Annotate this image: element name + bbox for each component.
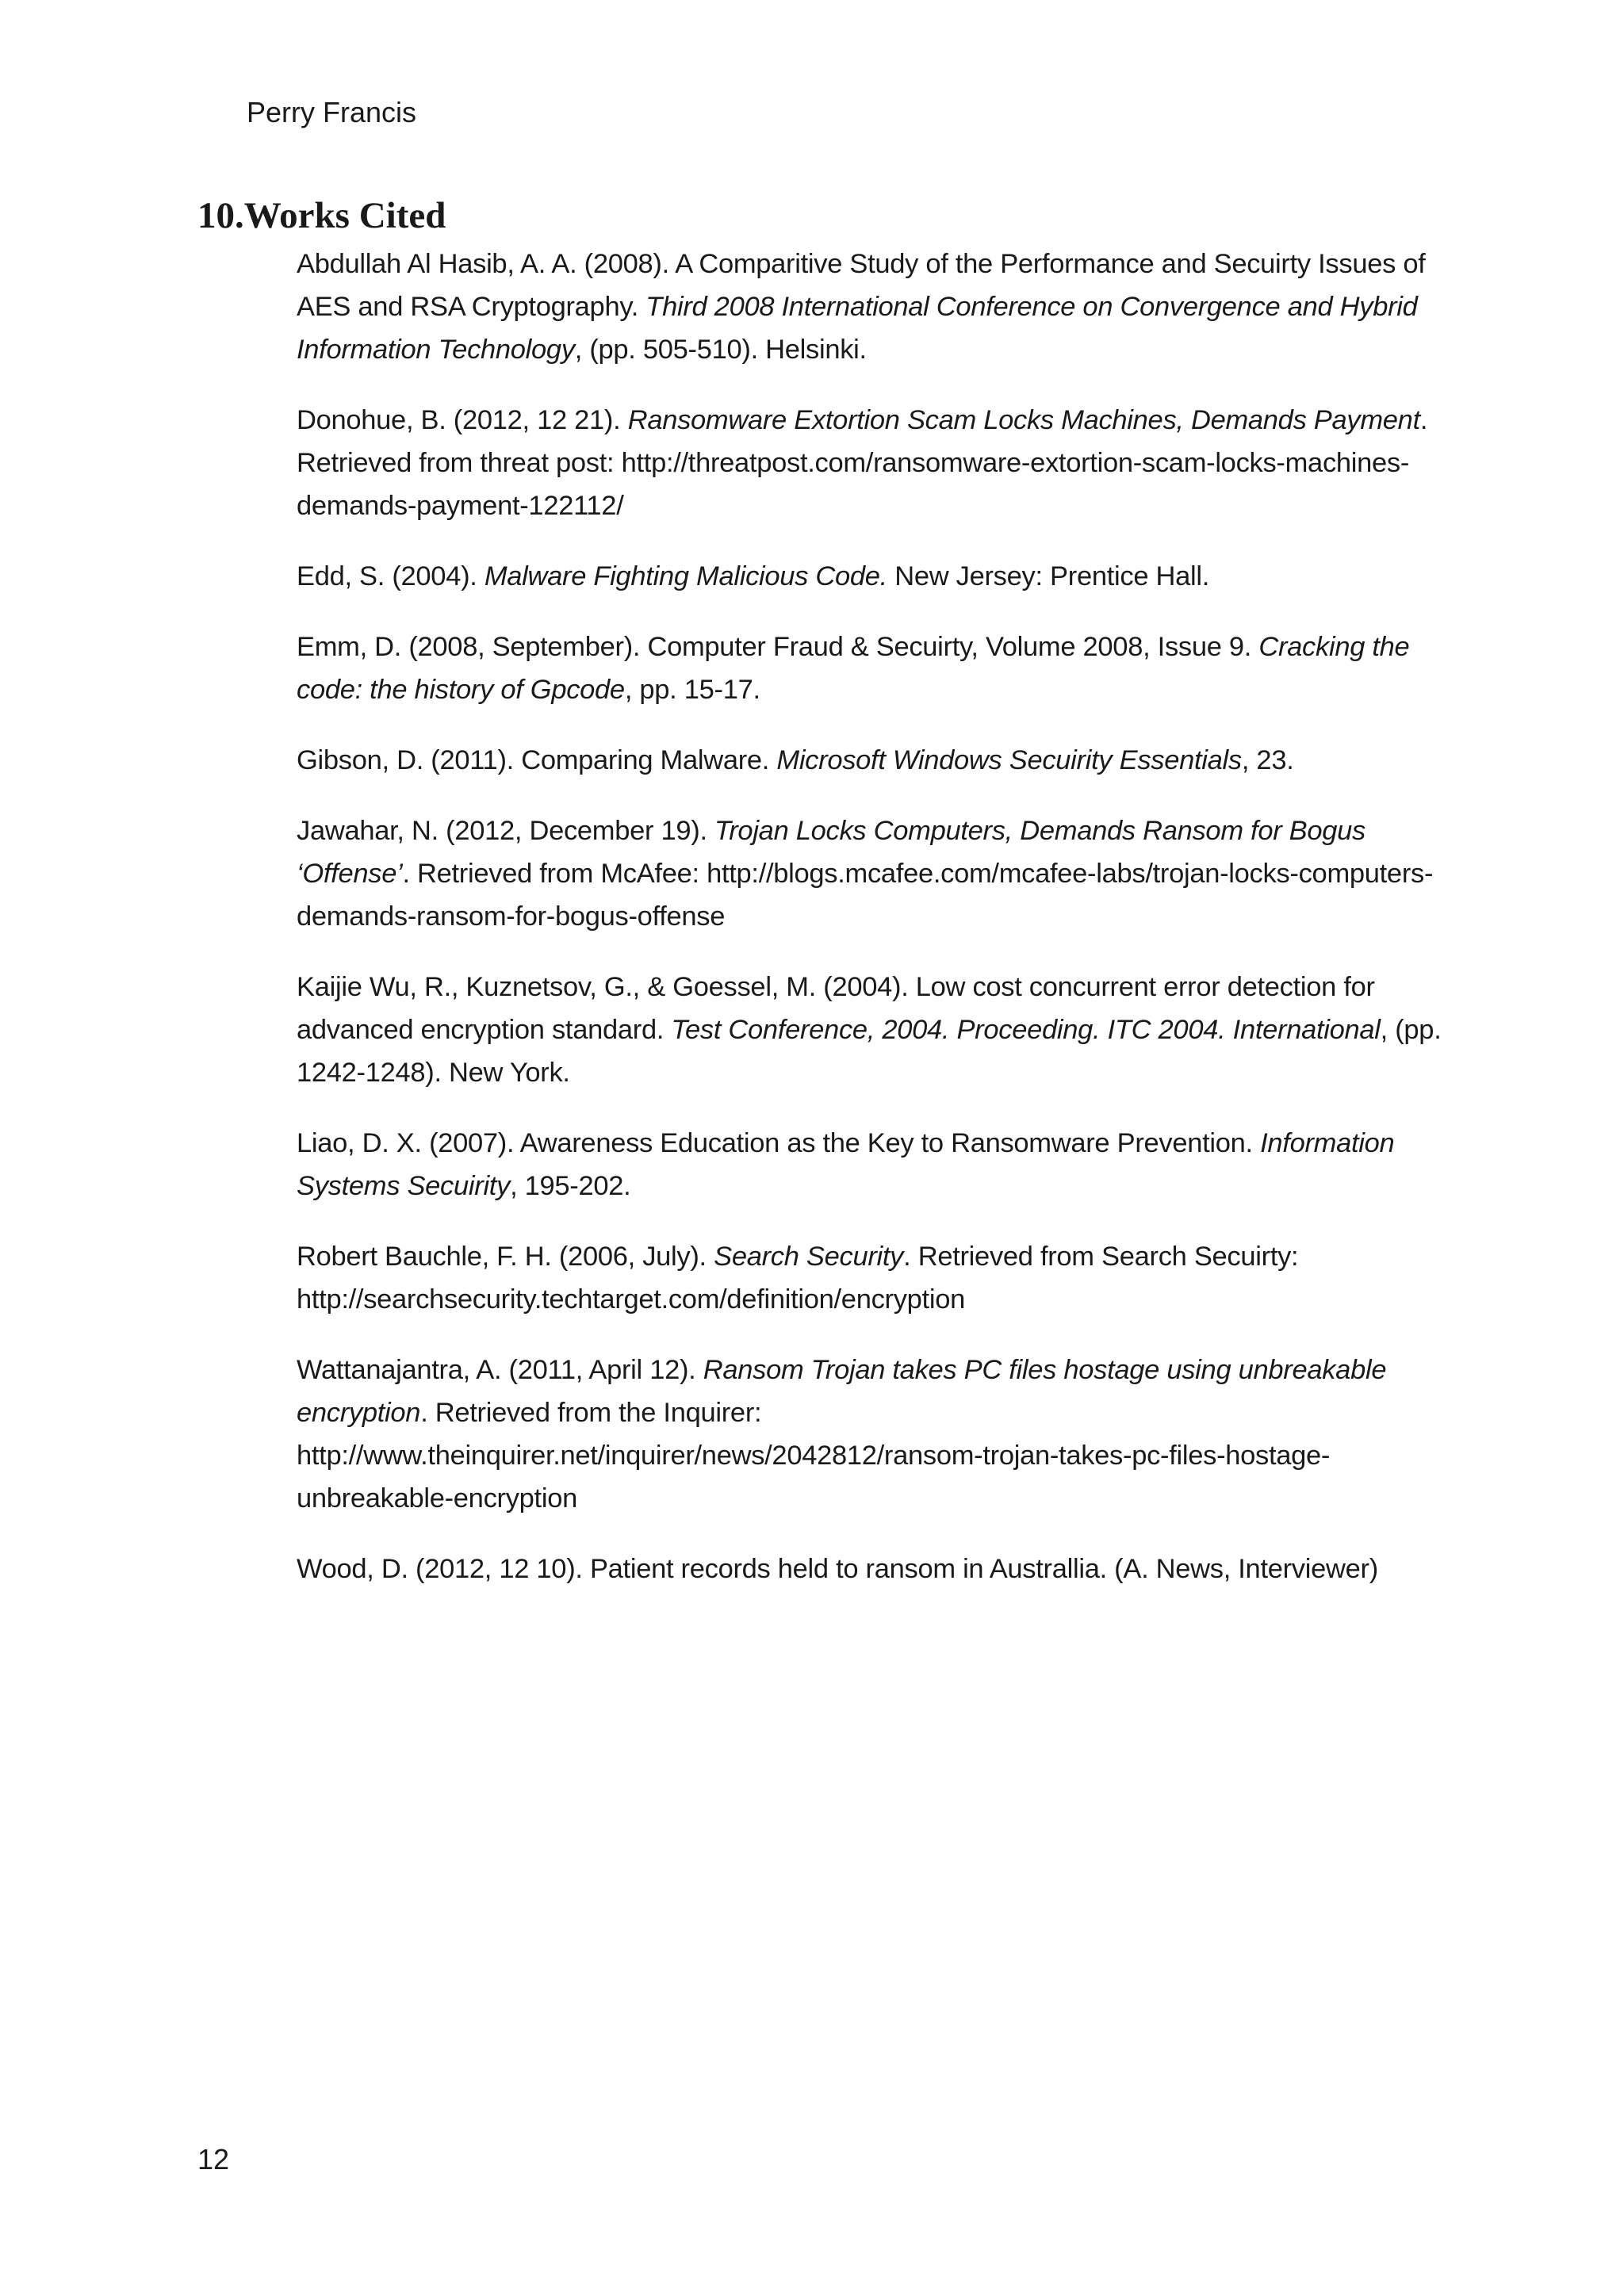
reference-text: , 195-202. — [510, 1171, 631, 1201]
reference-title: Trojan Locks Computers, Demands Ransom for Bogus ‘Offense’ — [297, 816, 1366, 889]
reference-entry — [297, 243, 1451, 371]
reference-text: Liao, D. X. (2007). Awareness Education as the Key to Ransomware Prevention. — [297, 1128, 1261, 1158]
reference-entry — [297, 626, 1451, 711]
reference-entry — [297, 1235, 1451, 1321]
reference-title: Information Systems Secuirity — [297, 1128, 1395, 1201]
reference-text: Wattanajantra, A. (2011, April 12). — [297, 1355, 703, 1385]
reference-text: . Retrieved from the Inquirer: http://www.theinquirer.net/inquirer/news/2042812/ransom-trojan-takes-pc-files-hostage-unbreakable-encryption — [297, 1398, 1331, 1513]
reference-entry — [297, 809, 1451, 938]
reference-text: Jawahar, N. (2012, December 19). — [297, 816, 715, 846]
reference-text: , 23. — [1241, 745, 1294, 775]
reference-entry — [297, 739, 1451, 782]
reference-title: Ransomware Extortion Scam Locks Machines, Demands Payment — [627, 405, 1420, 435]
reference-text: Emm, D. (2008, September). Computer Fraud & Secuirty, Volume 2008, Issue 9. — [297, 632, 1259, 662]
reference-text: . Retrieved from threat post: http://threatpost.com/ransomware-extortion-scam-locks-machines-demands-payment-122112/ — [297, 405, 1428, 521]
reference-text: . Retrieved from McAfee: http://blogs.mcafee.com/mcafee-labs/trojan-locks-computers-demands-ransom-for-bogus-offense — [297, 859, 1434, 932]
reference-entry — [297, 966, 1451, 1094]
running-header-author: Perry Francis — [247, 96, 417, 128]
reference-title: Third 2008 International Conference on Convergence and Hybrid Information Technology — [297, 292, 1418, 365]
reference-entry — [297, 1548, 1451, 1590]
reference-entry — [297, 399, 1451, 527]
reference-text: Edd, S. (2004). — [297, 561, 485, 591]
reference-text: Donohue, B. (2012, 12 21). — [297, 405, 628, 435]
reference-text: Gibson, D. (2011). Comparing Malware. — [297, 745, 777, 775]
reference-title: Search Security — [714, 1242, 904, 1272]
reference-entry — [297, 1122, 1451, 1207]
reference-text: , (pp. 505-510). Helsinki. — [574, 335, 867, 365]
reference-text: , pp. 15-17. — [624, 675, 760, 705]
reference-text: . Retrieved from Search Secuirty: http://searchsecurity.techtarget.com/definition/encryption — [297, 1242, 1299, 1314]
reference-text: Robert Bauchle, F. H. (2006, July). — [297, 1242, 714, 1272]
reference-title: Microsoft Windows Secuirity Essentials — [776, 745, 1242, 775]
reference-text: Wood, D. (2012, 12 10). Patient records held to ransom in Australlia. (A. News, Interviewer) — [297, 1554, 1378, 1584]
page-number: 12 — [197, 2143, 230, 2175]
reference-title: Ransom Trojan takes PC files hostage using unbreakable encryption — [297, 1355, 1387, 1428]
reference-text: Kaijie Wu, R., Kuznetsov, G., & Goessel, M. (2004). Low cost concurrent error detection for advanced encryption standard. — [297, 972, 1375, 1045]
reference-text: New Jersey: Prentice Hall. — [887, 561, 1210, 591]
reference-title: Cracking the code: the history of Gpcode — [297, 632, 1410, 705]
reference-entry — [297, 555, 1451, 598]
reference-title: Malware Fighting Malicious Code. — [484, 561, 887, 591]
reference-text: Abdullah Al Hasib, A. A. (2008). A Comparitive Study of the Performance and Secuirty Issues of AES and RSA Cryptography. — [297, 249, 1426, 322]
reference-entry — [297, 1349, 1451, 1520]
reference-list — [297, 243, 1451, 1618]
reference-text: , (pp. 1242-1248). New York. — [297, 1015, 1442, 1088]
section-title: 10.Works Cited — [197, 195, 446, 236]
reference-title: Test Conference, 2004. Proceeding. ITC 2004. International — [671, 1015, 1381, 1045]
